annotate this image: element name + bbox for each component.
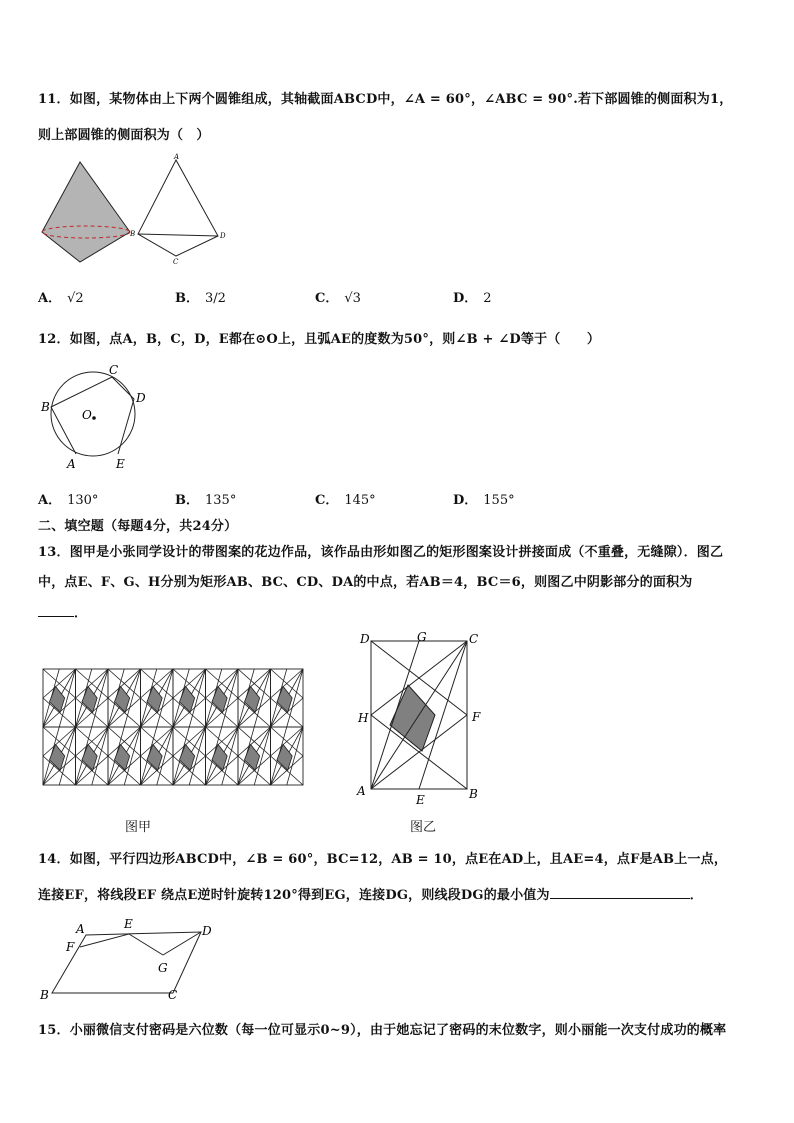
q13-pattern-jia	[42, 668, 304, 786]
q13-line2: 中，点E、F、G、H分别为矩形AB、BC、CD、DA的中点，若AB＝4，BC＝6，则图乙中阴影部分的面积为	[38, 575, 693, 590]
q14-line2: 连接EF，将线段EF 绕点E逆时针旋转120°得到EG，连接DG，则线段DG的最小值为 ．	[38, 888, 703, 903]
q12-circle-figure	[38, 362, 158, 472]
q14-label-f: F	[66, 940, 75, 954]
q13-line1: 13．图甲是小张同学设计的带图案的花边作品，该作品由形如图乙的矩形图案设计拼接面成（不重叠，无缝隙）．图乙	[38, 545, 724, 560]
q11-line2: 则上部圆锥的侧面积为（ ）	[38, 128, 210, 143]
q14-parallelogram-figure	[38, 915, 228, 1005]
q11-option-a: A． √2	[38, 291, 84, 306]
q12-line1: 12．如图，点A，B，C，D，E都在⊙O上，且弧AE的度数为50°，则∠B + ∠D等于（ ）	[38, 332, 601, 347]
q11-cone-figure	[38, 160, 138, 270]
q11-option-c: C． √3	[315, 291, 361, 306]
q14-label-d: D	[202, 924, 212, 938]
section-heading: 二、填空题（每题4分，共24分）	[38, 519, 238, 534]
caption-yi: 图乙	[410, 820, 437, 835]
q12-label-c: C	[109, 363, 119, 377]
q12-option-d: D． 155°	[453, 493, 515, 508]
q13-label-a: A	[357, 784, 366, 798]
q11-label-a: A	[174, 153, 180, 161]
q12-option-b: B． 135°	[175, 493, 237, 508]
q13-label-c: C	[469, 632, 479, 646]
q13-label-f: F	[472, 710, 481, 724]
q12-option-c: C． 145°	[315, 493, 376, 508]
q11-axial-section-figure	[128, 153, 238, 266]
q14-label-c: C	[168, 988, 178, 1002]
q12-label-b: B	[41, 400, 50, 414]
q11-label-b: B	[130, 230, 136, 238]
q14-label-b: B	[40, 988, 49, 1002]
q14-label-e: E	[124, 917, 133, 931]
q11-option-d: D． 2	[453, 291, 492, 306]
caption-jia: 图甲	[125, 820, 152, 835]
q11-label-d: D	[220, 232, 226, 240]
q13-label-g: G	[417, 630, 427, 644]
q13-rectangle-yi	[355, 628, 495, 807]
q14-label-g: G	[158, 961, 168, 975]
q15-line1: 15．小丽微信支付密码是六位数（每一位可显示0~9），由于她忘记了密码的末位数字，则小丽能一次支付成功的概率	[38, 1023, 727, 1038]
q13-answer-blank	[38, 615, 74, 617]
q14-answer-blank	[550, 897, 690, 899]
q13-label-d: D	[360, 632, 370, 646]
q14-label-a: A	[76, 922, 85, 936]
q11-option-b: B． 3/2	[175, 291, 226, 306]
q13-line3: ．	[38, 602, 87, 621]
q12-label-o: O	[82, 408, 92, 422]
q13-label-b: B	[469, 787, 478, 801]
q14-line1: 14．如图，平行四边形ABCD中，∠B = 60°，BC=12，AB = 10，点E在AD上，且AE=4，点F是AB上一点，	[38, 852, 728, 867]
q13-label-e: E	[416, 793, 425, 807]
q12-label-a: A	[67, 457, 76, 471]
q11-line1: 11．如图，某物体由上下两个圆锥组成，其轴截面ABCD中，∠A = 60°，∠ABC = 90°.若下部圆锥的侧面积为1，	[38, 92, 733, 107]
q11-label-c: C	[173, 258, 179, 266]
q12-option-a: A． 130°	[38, 493, 99, 508]
q13-label-h: H	[358, 711, 369, 725]
q12-label-e: E	[116, 457, 125, 471]
q12-label-d: D	[136, 391, 146, 405]
